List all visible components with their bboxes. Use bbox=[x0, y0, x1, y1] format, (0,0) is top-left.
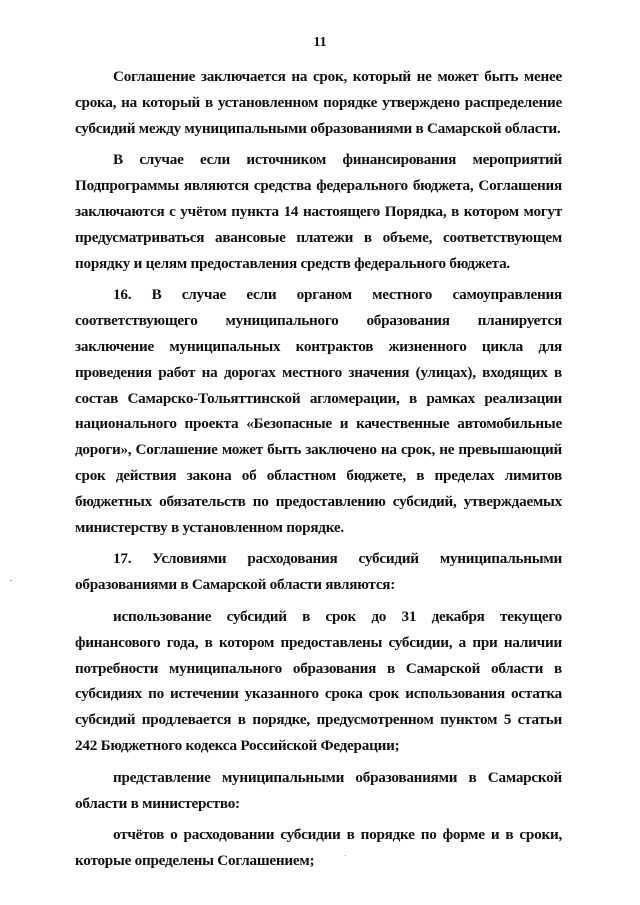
document-body bbox=[75, 64, 562, 874]
paragraph-reports: отчётов о расходовании субсидии в порядке по форме и в сроки, которые определены Соглашением; bbox=[75, 826, 562, 870]
paragraph-reporting: представление муниципальными образованиями в Самарской области в министерство: bbox=[75, 768, 562, 812]
paragraph-item-16: 16. В случае если органом местного самоуправления соответствующего муниципального образования планируется заключение муниципальных контрактов жизненного цикла для проведения работ на дорогах местного значения (улицах), входящих в состав Самарско-Тольяттинской агломерации, в рамках реализации национального проекта «Безопасные и качественные автомобильные дороги», Соглашение может быть заключено на срок, не превышающий срок действия закона об областном бюджете, в пределах лимитов бюджетных обязательств по предоставлению субсидий, утверждаемых министерству в установленном порядке. bbox=[75, 286, 562, 536]
paragraph-federal-budget: В случае если источником финансирования мероприятий Подпрограммы являются средства федерального бюджета, Соглашения заключаются с учётом пункта 14 настоящего Порядка, в котором могут предусматриваться авансовые платежи в объеме, соответствующем порядку и целям предоставления средств федерального бюджета. bbox=[75, 151, 562, 272]
scan-artifact-mark bbox=[10, 580, 12, 581]
scan-artifact-dot bbox=[345, 855, 346, 856]
paragraph-item-17: 17. Условиями расходования субсидий муниципальными образованиями в Самарской области являются: bbox=[75, 550, 562, 594]
page-number: 11 bbox=[313, 35, 327, 50]
paragraph-agreement-term: Соглашение заключается на срок, который не может быть менее срока, на который в установленном порядке утверждено распределение субсидий между муниципальными образованиями в Самарской области. bbox=[75, 68, 562, 137]
paragraph-subsidy-usage: использование субсидий в срок до 31 декабря текущего финансового года, в котором предоставлены субсидии, а при наличии потребности муниципального образования в Самарской области в субсидиях по истечении указанного срока срок использования остатка субсидий продлевается в порядке, предусмотренном пунктом 5 статьи 242 Бюджетного кодекса Российской Федерации; bbox=[75, 607, 562, 754]
